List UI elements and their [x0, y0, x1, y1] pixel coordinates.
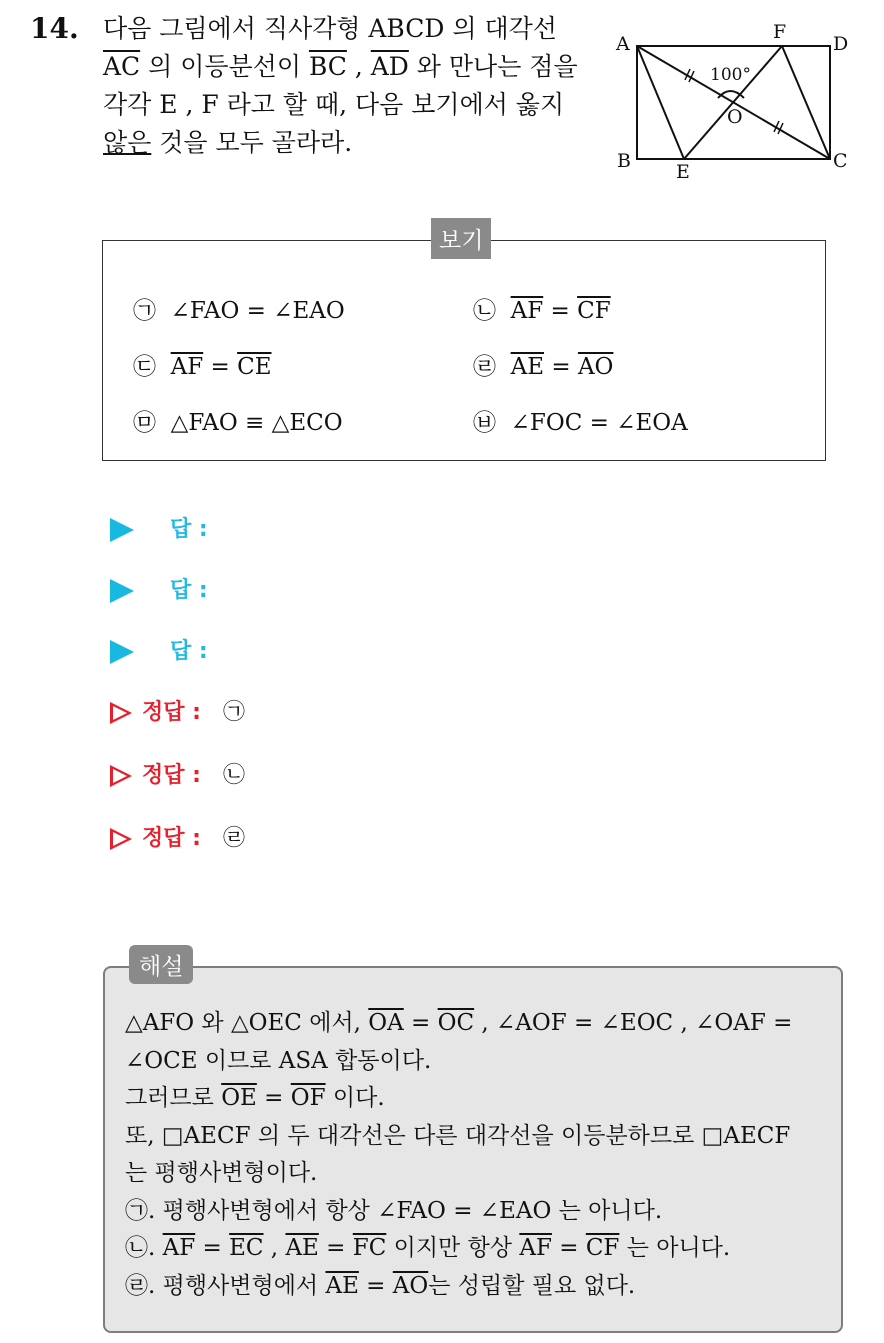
solution-line — [125, 1005, 825, 1043]
solution-line — [125, 1268, 825, 1306]
segment-ae — [637, 46, 684, 159]
correct-answer-row — [110, 821, 245, 852]
question-line-3: 각각 E , F 라고 할 때, 다음 보기에서 옳지 — [103, 90, 565, 119]
segment: $\overline{OF}$ — [290, 1085, 326, 1111]
segment: $\overline{OA}$ — [368, 1010, 404, 1036]
text: 그러므로 — [125, 1085, 222, 1111]
label-e: E — [676, 161, 690, 183]
bogi-item — [473, 292, 611, 325]
question-number: 14. — [30, 12, 79, 45]
text: ㉡. — [125, 1235, 163, 1261]
question-line-4 — [103, 124, 593, 162]
segment: $\overline{AO}$ — [577, 354, 614, 380]
bogi-item — [133, 404, 343, 437]
equals: = — [256, 1085, 291, 1111]
answer-blank-row — [110, 512, 208, 543]
bogi-box — [102, 240, 826, 461]
answer-label: 답 : — [170, 639, 208, 664]
outline-triangle-icon — [110, 828, 132, 850]
correct-value: ㉡ — [222, 763, 245, 788]
outline-triangle-icon — [110, 765, 132, 787]
solution-line — [125, 1230, 825, 1268]
equals: = — [318, 1235, 353, 1261]
answer-blank-row — [110, 573, 208, 604]
question-line-1: 다음 그림에서 직사각형 ABCD 의 대각선 — [103, 14, 557, 43]
text: 이지만 항상 — [386, 1235, 520, 1261]
item-expr: ∠FAO = ∠EAO — [170, 298, 345, 324]
item-mark: ㉥ — [473, 410, 496, 436]
solution-line: ㉠. 평행사변형에서 항상 ∠FAO = ∠EAO 는 아니다. — [125, 1197, 663, 1224]
label-f: F — [773, 21, 787, 43]
segment: $\overline{AE}$ — [510, 354, 545, 380]
play-arrow-icon — [110, 579, 134, 603]
segment: $\overline{CF}$ — [585, 1235, 620, 1261]
correct-label: 정답 : — [142, 763, 201, 788]
label-o: O — [727, 106, 743, 128]
bogi-label: 보기 — [431, 218, 491, 259]
segment: $\overline{CF}$ — [577, 298, 611, 324]
item-mark: ㉣ — [473, 354, 496, 380]
item-mark: ㉡ — [473, 298, 496, 324]
equals: = — [203, 354, 238, 380]
correct-value: ㉠ — [222, 700, 245, 725]
segment: $\overline{AF}$ — [519, 1235, 552, 1261]
item-expr: ∠FOC = ∠EOA — [510, 410, 688, 436]
segment-ef — [684, 46, 782, 159]
text: △AFO 와 △OEC 에서, — [125, 1010, 369, 1036]
segment-ad: $\overline{AD}$ — [370, 52, 409, 81]
equals: = — [358, 1272, 393, 1299]
text: 는 성립할 필요 없다. — [428, 1272, 636, 1299]
solution-line — [125, 1080, 825, 1118]
item-mark: ㉢ — [133, 354, 156, 380]
correct-label: 정답 : — [142, 826, 201, 851]
label-a: A — [616, 33, 630, 55]
play-arrow-icon — [110, 640, 134, 664]
question-text — [103, 10, 593, 162]
question-line-2 — [103, 48, 593, 86]
text: 는 아니다. — [619, 1235, 731, 1261]
question-text-part: 것을 모두 골라라. — [151, 128, 353, 157]
equals: = — [544, 354, 578, 380]
label-d: D — [833, 33, 849, 55]
solution-line: 는 평행사변형이다. — [125, 1160, 318, 1186]
segment: $\overline{AF}$ — [510, 298, 544, 324]
text: , ∠AOF = ∠EOC , ∠OAF = — [474, 1010, 793, 1036]
correct-label: 정답 : — [142, 700, 201, 725]
question-text-part: 와 만나는 점을 — [408, 52, 578, 81]
angle-label: 100° — [710, 65, 751, 85]
segment: $\overline{FC}$ — [352, 1235, 387, 1261]
question-text-part: 의 이등분선이 — [140, 52, 309, 81]
solution-label: 해설 — [129, 945, 193, 984]
equals: = — [543, 298, 578, 324]
solution-text — [125, 1005, 825, 1305]
item-mark: ㉤ — [133, 410, 156, 436]
segment: $\overline{AO}$ — [392, 1272, 429, 1299]
segment-ac: $\overline{AC}$ — [103, 52, 141, 81]
equals: = — [403, 1010, 438, 1036]
rectangle-figure — [612, 18, 857, 186]
underlined-word: 않은 — [103, 128, 152, 157]
segment: $\overline{CE}$ — [237, 354, 272, 380]
segment: $\overline{OC}$ — [437, 1010, 475, 1036]
segment: $\overline{AF}$ — [162, 1235, 196, 1261]
bogi-item — [473, 404, 688, 437]
segment: $\overline{AE}$ — [325, 1272, 359, 1299]
play-arrow-icon — [110, 518, 134, 542]
text: , — [263, 1235, 286, 1261]
segment: $\overline{EC}$ — [229, 1235, 264, 1261]
equals: = — [551, 1235, 586, 1261]
text: 이다. — [325, 1085, 385, 1111]
segment: $\overline{AE}$ — [285, 1235, 319, 1261]
correct-answer-row — [110, 695, 245, 726]
solution-line: ∠OCE 이므로 ASA 합동이다. — [125, 1047, 432, 1074]
equals: = — [195, 1235, 230, 1261]
question-text-part: , — [346, 52, 371, 81]
label-c: C — [833, 150, 848, 172]
bogi-item — [133, 292, 345, 325]
bogi-item — [473, 348, 613, 381]
segment: $\overline{AF}$ — [170, 354, 204, 380]
angle-arc — [718, 91, 744, 98]
correct-value: ㉣ — [222, 826, 245, 851]
correct-answer-row — [110, 758, 245, 789]
segment-fc — [782, 46, 830, 159]
answer-label: 답 : — [170, 578, 208, 603]
label-b: B — [617, 150, 631, 172]
item-expr: △FAO ≡ △ECO — [170, 410, 343, 436]
answer-label: 답 : — [170, 517, 208, 542]
answer-blank-row — [110, 634, 208, 665]
item-mark: ㉠ — [133, 298, 156, 324]
segment-bc: $\overline{BC}$ — [308, 52, 347, 81]
solution-line: 또, □AECF 의 두 대각선은 다른 대각선을 이등분하므로 □AECF — [125, 1122, 791, 1149]
outline-triangle-icon — [110, 702, 132, 724]
segment: $\overline{OE}$ — [221, 1085, 257, 1111]
text: ㉣. 평행사변형에서 — [125, 1272, 326, 1299]
bogi-item — [133, 348, 272, 381]
